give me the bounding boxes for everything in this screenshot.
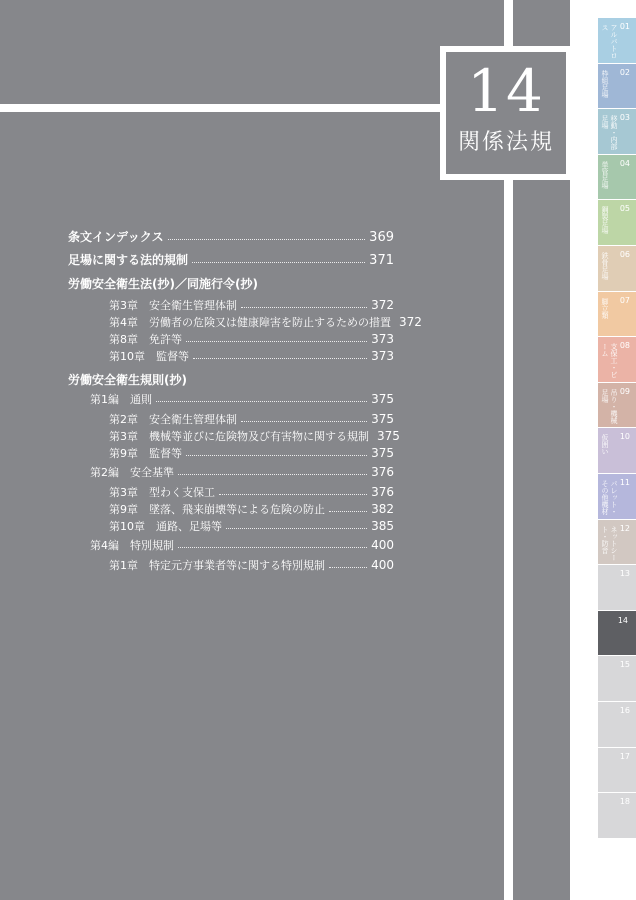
toc-leader-dots bbox=[329, 567, 367, 568]
toc-entry-page: 373 bbox=[371, 349, 394, 363]
chapter-tab-01[interactable] bbox=[598, 18, 636, 63]
chapter-tab-13[interactable] bbox=[598, 565, 636, 610]
chapter-tab-number: 02 bbox=[619, 67, 630, 77]
toc-entry-title: 労働安全衛生法(抄)／同施行令(抄) bbox=[68, 277, 258, 291]
chapter-tab-label: 移動・内部足場 bbox=[601, 115, 618, 151]
toc-leader-dots bbox=[178, 474, 367, 475]
toc-entry-page: 369 bbox=[369, 230, 394, 245]
toc-entry[interactable] bbox=[68, 251, 394, 269]
chapter-tab-label: 支保工・ビーム bbox=[601, 343, 618, 379]
chapter-tab-label: 鉄骨足場 bbox=[601, 252, 609, 280]
chapter-tab-number: 15 bbox=[619, 660, 630, 670]
toc-entry-title: 第3章 型わく支保工 bbox=[109, 486, 215, 499]
toc-leader-dots bbox=[168, 239, 366, 240]
chapter-tab-11[interactable] bbox=[598, 474, 636, 519]
chapter-tab-label: 単管足場 bbox=[601, 160, 609, 189]
chapter-tab-label: 仮囲い bbox=[601, 434, 609, 456]
toc-entry[interactable] bbox=[109, 556, 394, 574]
toc-entry-title: 第4編 特別規制 bbox=[90, 539, 174, 552]
chapter-tab-07[interactable] bbox=[598, 292, 636, 337]
toc-entry[interactable] bbox=[109, 427, 400, 445]
toc-entry[interactable] bbox=[109, 296, 394, 314]
toc-entry-page: 385 bbox=[371, 519, 394, 533]
toc-entry[interactable] bbox=[109, 517, 394, 535]
toc-entry-page: 373 bbox=[371, 332, 394, 346]
toc-entry-page: 400 bbox=[371, 538, 394, 552]
chapter-tab-number: 14 bbox=[617, 615, 628, 625]
chapter-tab-16[interactable] bbox=[598, 702, 636, 747]
toc-entry-title: 第2章 安全衛生管理体制 bbox=[109, 413, 237, 426]
toc-entry-title: 第1章 特定元方事業者等に関する特別規制 bbox=[109, 559, 325, 572]
chapter-tab-number: 17 bbox=[619, 751, 630, 761]
toc-entry-page: 372 bbox=[399, 315, 422, 329]
toc-leader-dots bbox=[241, 307, 367, 308]
chapter-tab-03[interactable] bbox=[598, 109, 636, 154]
chapter-tab-12[interactable] bbox=[598, 520, 636, 565]
toc-entry[interactable] bbox=[90, 463, 394, 481]
chapter-tab-02[interactable] bbox=[598, 64, 636, 109]
toc-entry-title: 労働安全衛生規則(抄) bbox=[68, 373, 187, 387]
chapter-tab-number: 03 bbox=[619, 113, 630, 123]
chapter-tab-label: 鋼製足場 bbox=[601, 206, 609, 235]
chapter-tab-number: 16 bbox=[619, 706, 630, 715]
toc-entry-page: 376 bbox=[371, 465, 394, 479]
toc-entry-title: 第9章 監督等 bbox=[109, 447, 182, 460]
chapter-tab-number: 09 bbox=[619, 386, 630, 396]
toc-entry-title: 足場に関する法的規制 bbox=[68, 253, 189, 267]
chapter-badge bbox=[440, 46, 572, 180]
chapter-tab-number: 18 bbox=[619, 797, 630, 807]
toc-entry[interactable] bbox=[90, 536, 394, 554]
chapter-tab-05[interactable] bbox=[598, 200, 636, 245]
horizontal-rule bbox=[0, 104, 504, 112]
toc-entry-title: 第3章 機械等並びに危険物及び有害物に関する規制 bbox=[109, 430, 369, 443]
toc-entry-title: 第8章 免許等 bbox=[109, 333, 182, 346]
toc-leader-dots bbox=[192, 262, 365, 263]
toc-entry[interactable] bbox=[109, 347, 394, 365]
toc-entry-title: 第10章 監督等 bbox=[109, 350, 189, 363]
toc-entry-page: 375 bbox=[371, 412, 394, 426]
toc-entry[interactable] bbox=[68, 371, 394, 389]
chapter-tab-number: 07 bbox=[619, 295, 630, 305]
chapter-tab-15[interactable] bbox=[598, 656, 636, 701]
toc-entry[interactable] bbox=[109, 330, 394, 348]
toc-entry-page: 382 bbox=[371, 502, 394, 516]
chapter-tab-number: 04 bbox=[619, 158, 630, 168]
chapter-tab-number: 08 bbox=[619, 341, 630, 351]
toc-entry-page: 375 bbox=[371, 446, 394, 460]
toc-entry-title: 第1編 通則 bbox=[90, 393, 152, 406]
chapter-tab-number: 06 bbox=[619, 250, 630, 259]
chapter-tab-08[interactable] bbox=[598, 337, 636, 382]
toc-leader-dots bbox=[193, 358, 367, 359]
toc-entry-title: 第9章 墜落、飛来崩壊等による危険の防止 bbox=[109, 503, 325, 516]
toc-leader-dots bbox=[329, 511, 367, 512]
chapter-tab-18[interactable] bbox=[598, 793, 636, 838]
toc-entry-title: 第4章 労働者の危険又は健康障害を防止するための措置 bbox=[109, 316, 391, 329]
chapter-tab-label: 脚立類 bbox=[601, 297, 609, 319]
toc-leader-dots bbox=[241, 421, 367, 422]
toc-entry-title: 条文インデックス bbox=[68, 230, 164, 244]
chapter-tab-label: アルバトロス bbox=[601, 24, 618, 59]
toc-entry[interactable] bbox=[90, 390, 394, 408]
toc-entry-page: 400 bbox=[371, 558, 394, 572]
chapter-tab-number: 13 bbox=[619, 569, 630, 579]
toc-entry-page: 372 bbox=[371, 298, 394, 312]
toc-leader-dots bbox=[186, 455, 367, 456]
chapter-tab-number: 05 bbox=[619, 204, 630, 214]
toc-entry[interactable] bbox=[109, 410, 394, 428]
toc-entry-page: 375 bbox=[371, 392, 394, 406]
toc-leader-dots bbox=[178, 547, 367, 548]
toc-entry[interactable] bbox=[68, 228, 394, 246]
chapter-tab-label: 吊り・機械足場 bbox=[601, 388, 618, 424]
toc-leader-dots bbox=[156, 401, 367, 402]
chapter-tab-number: 01 bbox=[619, 22, 630, 31]
toc-leader-dots bbox=[226, 528, 367, 529]
chapter-title: 関係法規 bbox=[457, 130, 554, 155]
chapter-tab-14[interactable] bbox=[598, 611, 636, 656]
chapter-tab-09[interactable] bbox=[598, 383, 636, 428]
toc-entry-title: 第10章 通路、足場等 bbox=[109, 520, 222, 533]
chapter-tab-number: 10 bbox=[619, 432, 630, 442]
toc-entry-title: 第3章 安全衛生管理体制 bbox=[109, 299, 237, 312]
chapter-tab-04[interactable] bbox=[598, 155, 636, 200]
toc-entry-page: 375 bbox=[377, 429, 400, 443]
toc-entry-page: 376 bbox=[371, 485, 394, 499]
toc-entry[interactable] bbox=[68, 275, 394, 293]
toc-entry[interactable] bbox=[109, 313, 422, 331]
chapter-tab-10[interactable] bbox=[598, 428, 636, 473]
toc-entry[interactable] bbox=[109, 444, 394, 462]
chapter-tab-label: パレット・その他機材 bbox=[601, 480, 618, 515]
chapter-tab-17[interactable] bbox=[598, 748, 636, 793]
chapter-tab-label: 枠組足場 bbox=[601, 69, 609, 98]
chapter-tab-number: 11 bbox=[619, 478, 630, 487]
chapter-tab-06[interactable] bbox=[598, 246, 636, 291]
toc-leader-dots bbox=[219, 494, 367, 495]
toc-entry-page: 371 bbox=[369, 253, 394, 268]
toc-entry[interactable] bbox=[109, 483, 394, 501]
toc-entry-title: 第2編 安全基準 bbox=[90, 466, 174, 479]
toc-entry[interactable] bbox=[109, 500, 394, 518]
chapter-tab-number: 12 bbox=[619, 523, 630, 533]
toc-leader-dots bbox=[186, 341, 367, 342]
chapter-number: 14 bbox=[467, 57, 545, 125]
chapter-tab-label: ネットシート・防音 bbox=[601, 525, 618, 561]
